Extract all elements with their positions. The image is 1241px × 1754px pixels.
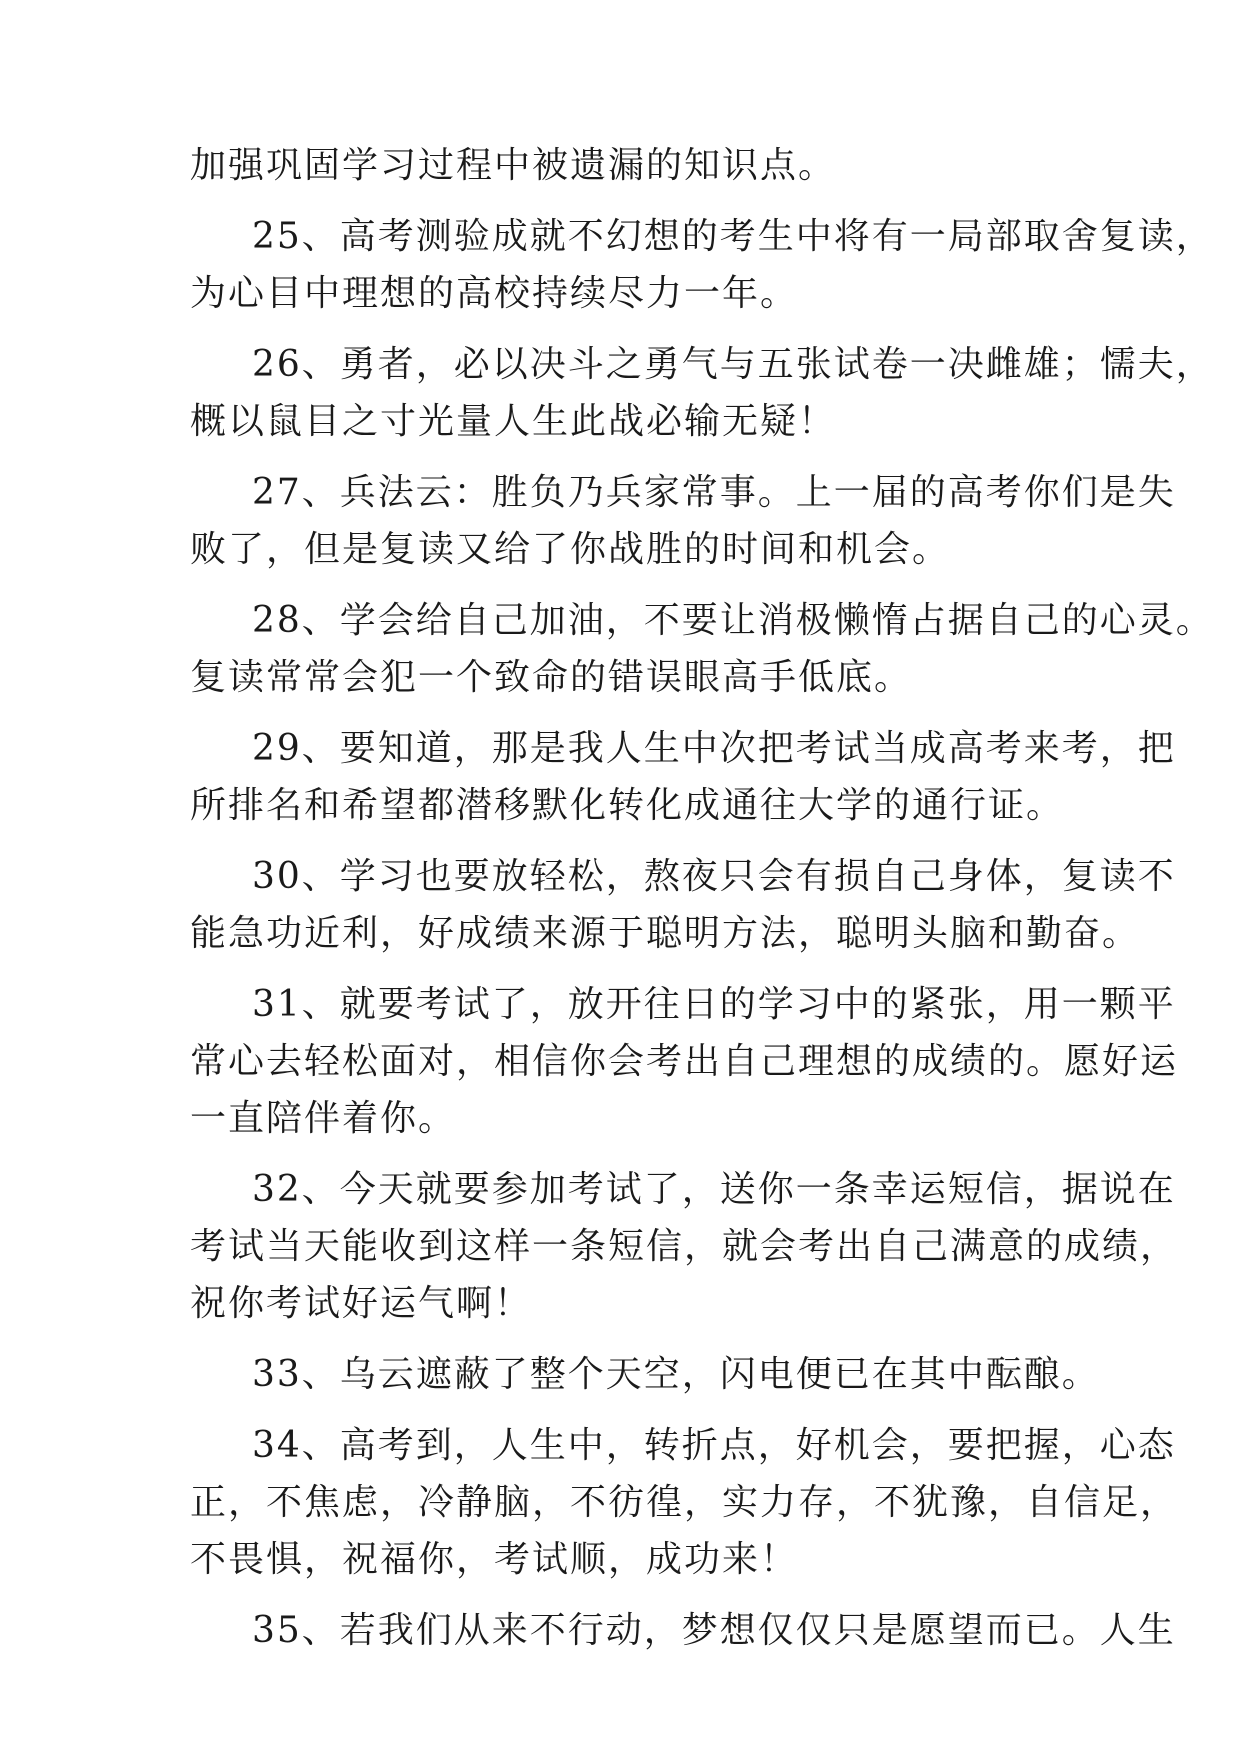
text-line: 29、要知道，那是我人生中次把考试当成高考来考，把: [252, 728, 1176, 769]
text-line: 复读常常会犯一个致命的错误眼高手低底。: [190, 657, 913, 698]
text-line: 正，不焦虑，冷静脑，不彷徨，实力存，不犹豫，自信足，: [190, 1482, 1179, 1523]
text-line: 35、若我们从来不行动，梦想仅仅只是愿望而已。人生: [252, 1610, 1176, 1651]
text-line: 一直陪伴着你。: [190, 1098, 457, 1139]
text-line: 能急功近利，好成绩来源于聪明方法，聪明头脑和勤奋。: [190, 913, 1141, 954]
text-line: 概以鼠目之寸光量人生此战必输无疑！: [190, 401, 837, 442]
text-line: 31、就要考试了，放开往日的学习中的紧张，用一颗平: [252, 984, 1176, 1025]
text-line: 常心去轻松面对，相信你会考出自己理想的成绩的。愿好运: [190, 1041, 1179, 1082]
text-line: 30、学习也要放轻松，熬夜只会有损自己身体，复读不: [252, 856, 1176, 897]
text-line: 27、兵法云：胜负乃兵家常事。上一届的高考你们是失: [252, 472, 1176, 513]
text-line: 加强巩固学习过程中被遗漏的知识点。: [190, 145, 837, 186]
text-line: 不畏惧，祝福你，考试顺，成功来！: [190, 1539, 799, 1580]
text-line: 败了，但是复读又给了你战胜的时间和机会。: [190, 529, 951, 570]
text-line: 28、学会给自己加油，不要让消极懒惰占据自己的心灵。: [252, 600, 1214, 641]
text-line: 所排名和希望都潜移默化转化成通往大学的通行证。: [190, 785, 1065, 826]
text-line: 34、高考到，人生中，转折点，好机会，要把握，心态: [252, 1425, 1176, 1466]
text-line: 考试当天能收到这样一条短信，就会考出自己满意的成绩，: [190, 1226, 1179, 1267]
text-line: 32、今天就要参加考试了，送你一条幸运短信，据说在: [252, 1169, 1176, 1210]
text-line: 26、勇者，必以决斗之勇气与五张试卷一决雌雄；懦夫，: [252, 344, 1214, 385]
text-line: 33、乌云遮蔽了整个天空，闪电便已在其中酝酿。: [252, 1354, 1100, 1395]
text-line: 祝你考试好运气啊！: [190, 1283, 533, 1324]
text-line: 25、高考测验成就不幻想的考生中将有一局部取舍复读，: [252, 216, 1214, 257]
text-line: 为心目中理想的高校持续尽力一年。: [190, 273, 799, 314]
